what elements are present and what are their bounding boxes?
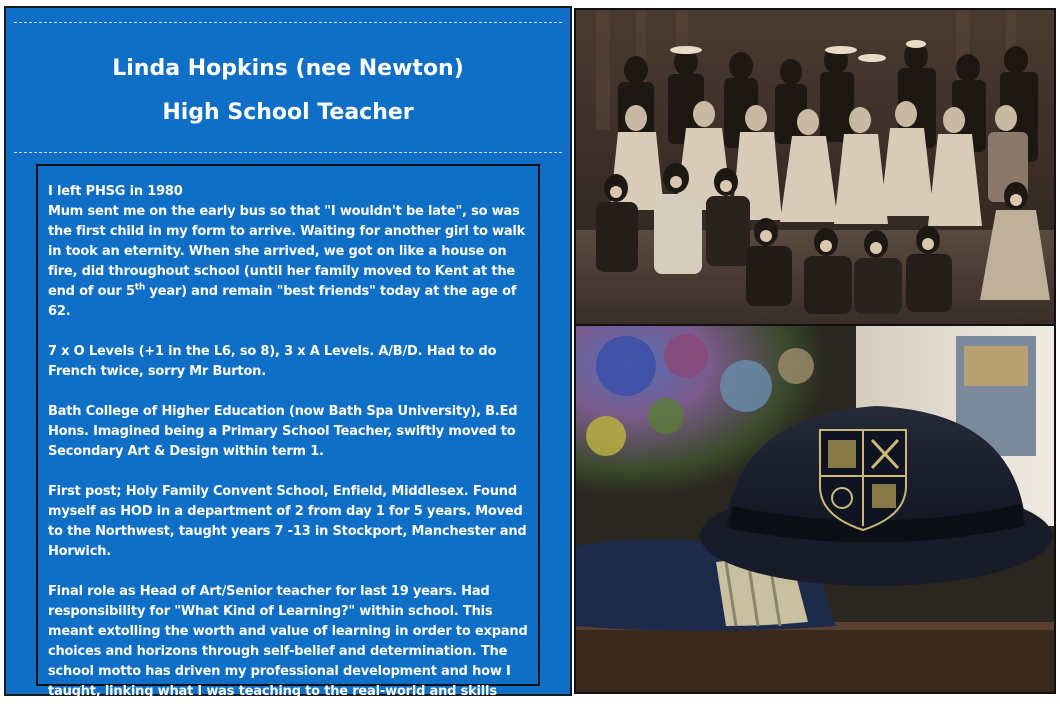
- profile-panel: [4, 6, 572, 719]
- person-role: High School Teacher: [162, 100, 414, 125]
- group-photo-illustration: [576, 10, 1054, 324]
- dashed-divider-middle: [14, 152, 562, 153]
- story-paragraph-final-role: Final role as Head of Art/Senior teacher for last 19 years. Had responsibility for "What Kind of Learning?" within school. This meant extolling the worth and value of learning in order to expand choices and horizons through self-belief and determination. The school motto has driven my professional development and how I taught, linking what I was teaching to the real-world and skills beyond the classroom. Hope you still have the school song…….: [48, 584, 528, 719]
- school-crest-icon: [820, 430, 906, 530]
- person-name: Linda Hopkins (nee Newton): [112, 56, 464, 81]
- story-paragraph-qualifications: 7 x O Levels (+1 in the L6, so 8), 3 x A Levels. A/B/D. Had to do French twice, sorry Mr Burton.: [48, 344, 497, 379]
- school-hat-illustration: [576, 326, 1054, 692]
- dashed-divider-top: [14, 22, 562, 23]
- story-text-box: [36, 164, 540, 719]
- group-photo: [574, 8, 1056, 326]
- school-hat-photo: [574, 324, 1056, 694]
- story-paragraph-college: Bath College of Higher Education (now Bath Spa University), B.Ed Hons. Imagined being a Primary School Teacher, swiftly moved to Secondary Art & Design within term 1.: [48, 404, 518, 459]
- story-paragraph-first-post: First post; Holy Family Convent School, Enfield, Middlesex. Found myself as HOD in a department of 2 from day 1 for 5 years. Moved to the Northwest, taught years 7 -13 in Stockport, Manchester and Horwich.: [48, 484, 527, 559]
- story-paragraph-first-day: Mum sent me on the early bus so that "I wouldn't be late", so was the first child in my form to arrive. Waiting for another girl to walk in took an eternity. When she arrived, we got on like a house on fire, did throughout school (until her family moved to Kent at the end of our 5th year) and remain "best friends" today at the age of 62.: [48, 204, 526, 319]
- left-school-line: I left PHSG in 1980: [48, 184, 183, 199]
